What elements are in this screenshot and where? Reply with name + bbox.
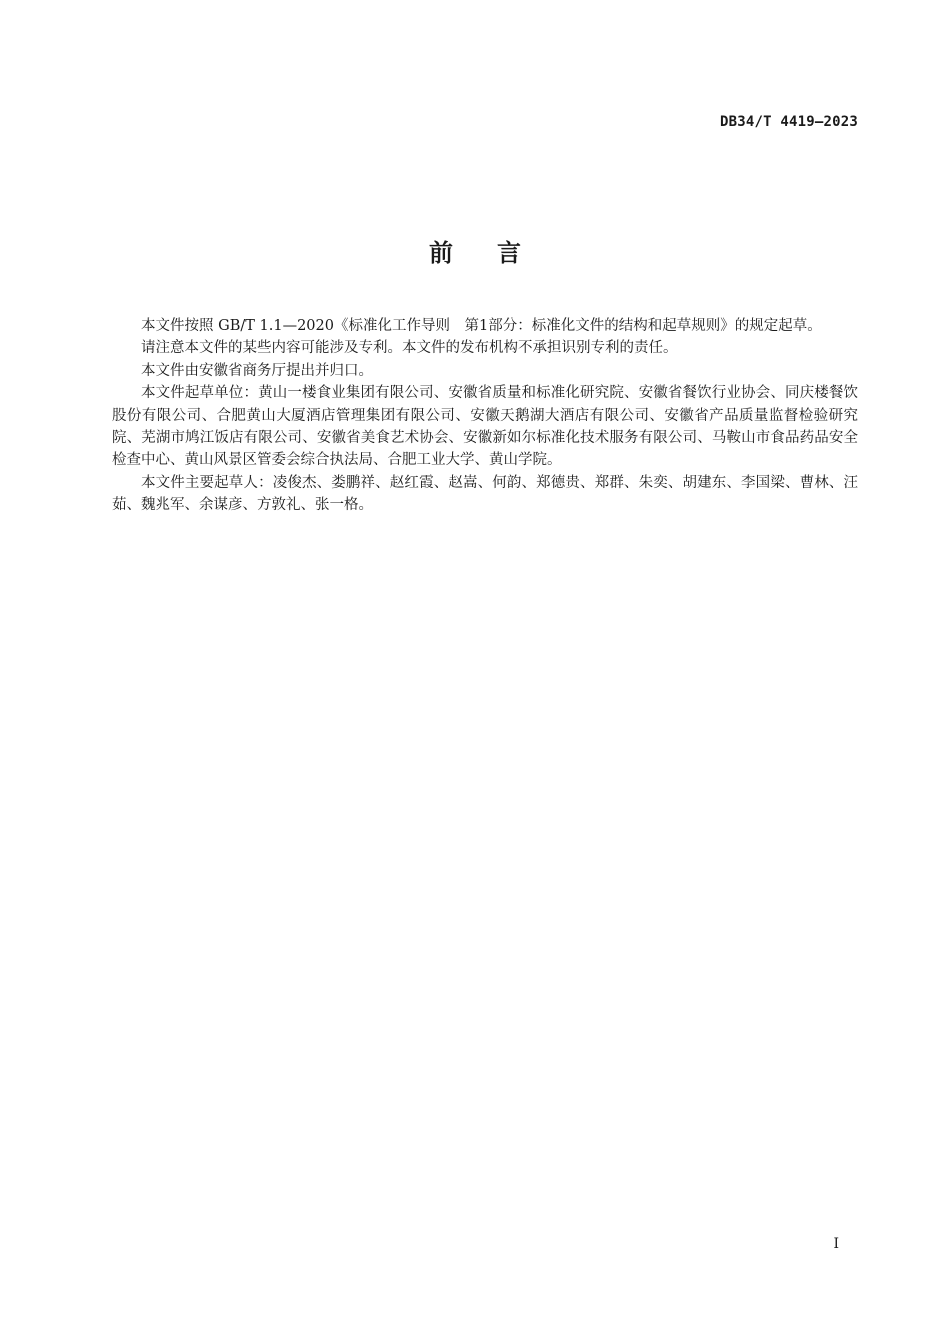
foreword-body <box>112 315 858 517</box>
page-number: I <box>833 1236 839 1252</box>
page-title: 前言 <box>429 239 565 267</box>
paragraph-drafting-rules: 本文件按照 GB/T 1.1—2020《标准化工作导则 第1部分：标准化文件的结构和起草规则》的规定起草。 <box>141 318 822 334</box>
paragraph-drafting-units: 本文件起草单位：黄山一楼食业集团有限公司、安徽省质量和标准化研究院、安徽省餐饮行业协会、同庆楼餐饮股份有限公司、合肥黄山大厦酒店管理集团有限公司、安徽天鹅湖大酒店有限公司、安徽省产品质量监督检验研究院、芜湖市鸠江饭店有限公司、安徽省美食艺术协会、安徽新如尔标准化技术服务有限公司、马鞍山市食品药品安全检查中心、黄山风景区管委会综合执法局、合肥工业大学、黄山学院。 <box>112 385 858 469</box>
paragraph-proposer: 本文件由安徽省商务厅提出并归口。 <box>141 362 373 379</box>
document-code: DB34/T 4419—2023 <box>719 114 858 130</box>
paragraph-patent-notice: 请注意本文件的某些内容可能涉及专利。本文件的发布机构不承担识别专利的责任。 <box>141 340 678 357</box>
paragraph-main-drafters: 本文件主要起草人：凌俊杰、娄鹏祥、赵红霞、赵嵩、何韵、郑德贵、郑群、朱奕、胡建东、李国梁、曹林、汪茹、魏兆军、余谋彦、方敦礼、张一格。 <box>112 474 858 514</box>
